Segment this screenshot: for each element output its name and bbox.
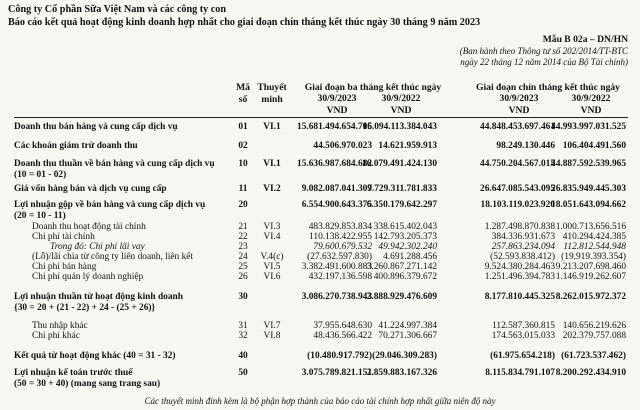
- table-cell: 1.251.496.394.783: [484, 272, 555, 282]
- table-cell: 338.615.402.043: [373, 222, 437, 232]
- table-cell: 3.260.867.271.142: [366, 262, 437, 272]
- table-cell: 26.647.085.543.095: [480, 184, 555, 194]
- table-cell: (27.632.597.830): [307, 252, 372, 262]
- table-cell: 48.436.566.422: [313, 331, 372, 341]
- table-cell: 142.793.205.373: [373, 232, 437, 242]
- table-cell: (10.480.917.792): [307, 351, 372, 361]
- table-cell: 112.812.544.948: [563, 242, 626, 252]
- table-cell: 11: [238, 184, 248, 194]
- table-cell: 2.888.929.476.609: [366, 292, 437, 302]
- table-cell: Chi phí quản lý doanh nghiệp: [32, 272, 144, 282]
- table-cell: 37.955.648.630: [313, 321, 372, 331]
- table-cell: 44.887.592.539.965: [551, 159, 626, 169]
- table-cell: 3.382.491.600.883: [301, 262, 372, 272]
- table-cell: Trong đó: Chi phí lãi vay: [50, 242, 145, 252]
- report-title: Báo cáo kết quả hoạt động kinh doanh hợp nhất cho giai đoạn chín tháng kết thúc ngày 30 tháng 9 năm 2023: [8, 17, 481, 28]
- table-cell: VI.7: [263, 321, 281, 331]
- table-cell: Kết quả từ hoạt động khác (40 = 31 - 32): [14, 351, 176, 361]
- table-cell: 384.336.931.673: [491, 232, 555, 242]
- table-cell: 2.859.883.167.326: [366, 368, 437, 378]
- table-cell: Các khoản giảm trừ doanh thu: [14, 141, 138, 151]
- table-cell: 21: [238, 222, 248, 232]
- table-cell: 8.177.810.445.325: [484, 292, 555, 302]
- footnote: Các thuyết minh đính kèm là bộ phận hợp thành của báo cáo tài chính hợp nhất giữa niên độ này: [144, 396, 496, 406]
- table-cell: 79.600.679.532: [313, 242, 372, 252]
- col-9m-2022-header: 30/9/2022 VND: [571, 93, 611, 116]
- table-cell: 8.115.834.791.107: [485, 368, 555, 378]
- table-cell: 1.000.713.656.516: [555, 222, 626, 232]
- table-cell: 01: [238, 122, 248, 132]
- table-cell: (20 = 10 - 11): [14, 211, 66, 221]
- table-cell: 44.848.453.697.461: [480, 122, 555, 132]
- table-cell: 15.636.987.684.682: [297, 159, 372, 169]
- table-cell: 1.146.919.262.607: [555, 272, 626, 282]
- table-cell: VI.6: [263, 272, 281, 282]
- form-note-line1: (Ban hành theo Thông tư số 202/2014/TT-BTC: [459, 46, 628, 56]
- table-cell: 4.691.288.456: [383, 252, 437, 262]
- table-cell: Thu nhập khác: [32, 321, 88, 331]
- table-cell: 9.213.207.698.460: [555, 262, 626, 272]
- table-cell: 14.621.959.913: [378, 141, 437, 151]
- table-cell: 26: [238, 272, 248, 282]
- table-cell: 18.051.643.094.662: [551, 200, 626, 210]
- table-cell: 26.835.949.445.303: [551, 184, 626, 194]
- table-cell: (50 = 30 + 40) (mang sang trang sau): [14, 379, 161, 389]
- table-cell: 16.094.113.384.043: [362, 122, 437, 132]
- col-q-2022-header: 30/9/2022 VND: [381, 93, 421, 116]
- form-note-line2: ngày 22 tháng 12 năm 2014 của Bộ Tài chính): [460, 57, 628, 67]
- table-cell: 22: [238, 232, 248, 242]
- table-cell: 31: [238, 321, 248, 331]
- table-cell: VI.1: [263, 122, 281, 132]
- table-cell: 44.506.970.023: [313, 141, 372, 151]
- table-cell: 41.224.997.384: [378, 321, 437, 331]
- table-cell: (Lỗ)/lãi chia từ công ty liên doanh, liên kết: [32, 252, 194, 262]
- table-cell: (52.593.838.412): [490, 252, 555, 262]
- table-cell: 3.075.789.821.151: [301, 368, 372, 378]
- table-cell: 174.563.015.033: [491, 331, 555, 341]
- table-cell: Chi phí bán hàng: [32, 262, 97, 272]
- table-cell: 20: [238, 200, 248, 210]
- table-cell: 432.197.136.598: [308, 272, 372, 282]
- table-cell: VI.2: [263, 184, 281, 194]
- table-cell: Doanh thu hoạt động tài chính: [32, 222, 146, 232]
- table-cell: Giá vốn hàng bán và dịch vụ cung cấp: [14, 184, 167, 194]
- table-cell: VI.3: [263, 222, 281, 232]
- table-cell: 3.086.270.738.943: [301, 292, 372, 302]
- table-cell: 44.750.204.567.015: [480, 159, 555, 169]
- table-cell: 110.138.422.955: [309, 232, 372, 242]
- table-cell: Doanh thu bán hàng và cung cấp dịch vụ: [14, 122, 178, 132]
- table-cell: 70.271.306.667: [378, 331, 437, 341]
- table-cell: 257.863.234.094: [491, 242, 555, 252]
- table-cell: 9.082.087.041.307: [301, 184, 372, 194]
- table-cell: (19.919.393.354): [561, 252, 626, 262]
- table-cell: 8.262.015.972.372: [555, 292, 626, 302]
- table-cell: 106.404.491.560: [562, 141, 626, 151]
- table-cell: V.4(c): [260, 252, 284, 262]
- col-code-header: Mã số: [236, 82, 250, 105]
- table-cell: 98.249.130.446: [496, 141, 555, 151]
- table-cell: 410.294.424.385: [562, 232, 626, 242]
- table-cell: 140.656.219.626: [562, 321, 626, 331]
- table-cell: 25: [238, 262, 248, 272]
- table-cell: 400.896.379.672: [373, 272, 437, 282]
- col-note-header: Thuyết minh: [257, 82, 287, 105]
- table-cell: Chi phí tài chính: [32, 232, 95, 242]
- company-name: Công ty Cổ phần Sữa Việt Nam và các công ty con: [8, 4, 227, 15]
- table-cell: 9.524.380.284.463: [484, 262, 555, 272]
- table-cell: Chi phí khác: [32, 331, 80, 341]
- col-q-2023-header: 30/9/2023 VND: [317, 93, 357, 116]
- table-cell: 32: [238, 331, 248, 341]
- table-cell: VI.4: [263, 232, 281, 242]
- table-cell: 40: [238, 351, 248, 361]
- table-cell: 49.942.302.240: [378, 242, 437, 252]
- table-cell: 202.379.757.088: [562, 331, 626, 341]
- table-cell: {30 = 20 + (21 - 22) + 24 - (25 + 26)}: [14, 303, 156, 313]
- table-cell: 6.554.900.643.375: [301, 200, 372, 210]
- table-cell: 9.729.311.781.833: [367, 184, 437, 194]
- table-cell: 16.079.491.424.130: [362, 159, 437, 169]
- header-rule: [14, 117, 628, 118]
- col-9m-2023-header: 30/9/2023 VND: [499, 93, 539, 116]
- table-cell: Doanh thu thuần về bán hàng và cung cấp dịch vụ: [14, 159, 215, 169]
- table-cell: VI.8: [263, 331, 281, 341]
- table-cell: 18.103.119.023.920: [480, 200, 555, 210]
- table-cell: 483.829.853.834: [308, 222, 372, 232]
- table-cell: (61.975.654.218): [490, 351, 555, 361]
- table-cell: VI.5: [263, 262, 281, 272]
- table-cell: (10 = 01 - 02): [14, 170, 67, 180]
- form-note: [460, 46, 628, 68]
- group-ninemonth-header: Giai đoạn chín tháng kết thúc ngày: [476, 82, 620, 93]
- table-cell: Lợi nhuận kế toán trước thuế: [14, 368, 133, 378]
- table-cell: 23: [238, 242, 248, 252]
- table-cell: 24: [238, 252, 248, 262]
- table-cell: (29.046.309.283): [372, 351, 437, 361]
- table-cell: (61.723.537.462): [561, 351, 626, 361]
- table-cell: Lợi nhuận thuần từ hoạt động kinh doanh: [14, 292, 183, 302]
- table-cell: 30: [238, 292, 248, 302]
- table-cell: 6.350.179.642.297: [366, 200, 437, 210]
- table-cell: 15.681.494.654.705: [297, 122, 372, 132]
- table-cell: 1.287.498.870.838: [484, 222, 555, 232]
- table-cell: VI.1: [263, 159, 281, 169]
- form-code: Mẫu B 02a – DN/HN: [542, 34, 628, 45]
- table-cell: 10: [238, 159, 248, 169]
- table-cell: 50: [238, 368, 248, 378]
- table-cell: 8.200.292.434.910: [555, 368, 626, 378]
- table-cell: 44.993.997.031.525: [551, 122, 626, 132]
- table-cell: 112.587.360.815: [492, 321, 555, 331]
- table-cell: Lợi nhuận gộp về bán hàng và cung cấp dịch vụ: [14, 200, 206, 210]
- group-quarter-header: Giai đoạn ba tháng kết thúc ngày: [304, 82, 442, 93]
- table-cell: 02: [238, 141, 248, 151]
